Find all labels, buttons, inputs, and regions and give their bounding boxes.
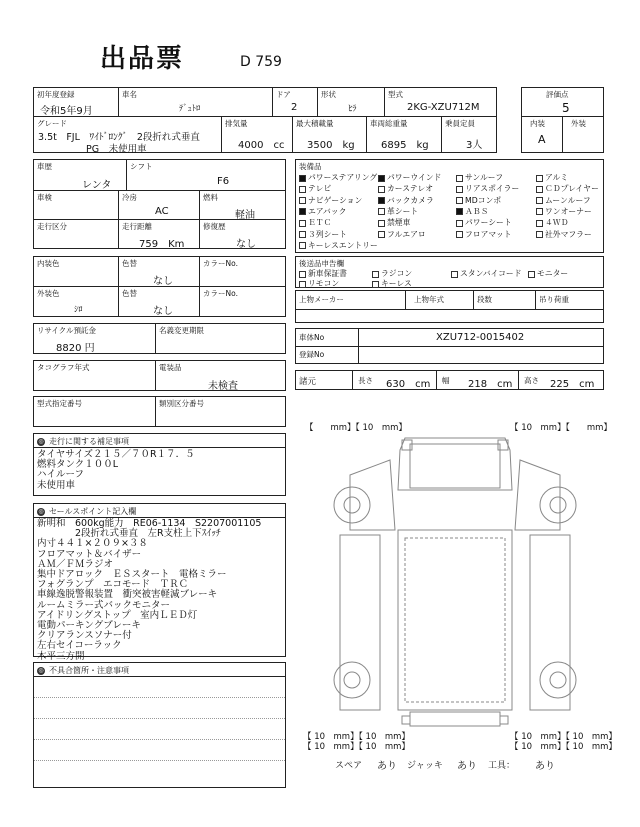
fuel-cell: 燃料 軽油 <box>199 190 286 220</box>
body-year-cell: 上物年式 <box>405 290 474 310</box>
tread-rear-left-1: 【 10 mm】【 10 mm】 <box>303 732 410 742</box>
sales-points-box: ◎ セールスポイント記入欄 新明和 600kg能力 RE06-1134 S2207001105 2段折れ式垂直 左R支柱上下ｽｲｯﾁ 内寸４４１×２０９×３８ フロアマット＆バイザー ＡＭ／ＦＭラジオ 集中ドアロック ＥＳスタート 電格ミラー フォグランプ エコモード ＴＲＣ 車線逸脱警報装置 衝突被害軽減ブレーキ ルームミラー式バックモニター アイドリングストップ 室内ＬＥＤ灯 電動パーキングブレーキ クリアランスソナー付 左右セイコーラック 木平三方開 <box>33 503 286 657</box>
unchecked-box-icon <box>378 231 385 238</box>
shape-cell: 形状 ﾋﾗ <box>317 87 385 117</box>
note-line: フロアマット＆バイザー <box>37 548 142 560</box>
driving-section-cell: 走行区分 <box>33 219 119 249</box>
repair-history: なし <box>236 239 256 250</box>
chassis-number: XZU712-0015402 <box>436 332 525 343</box>
unchecked-box-icon <box>299 242 306 249</box>
note-line: ＡＭ／ＦＭラジオ <box>37 558 114 570</box>
cargo-bed-top <box>398 530 512 710</box>
max-load-cell: 最大積載量 3500 kg <box>292 116 367 153</box>
displacement-cell: 排気量 4000 cc <box>221 116 293 153</box>
ac-cell: 冷房 AC <box>118 190 200 220</box>
steps-cell: 段数 <box>473 290 536 310</box>
equipment-item: ＡＢＳ <box>456 206 488 217</box>
equipment-item: フルエアロ <box>378 229 426 240</box>
cab-right-side <box>515 460 560 530</box>
unchecked-box-icon <box>378 186 385 193</box>
fuel: 軽油 <box>235 210 255 221</box>
tread-front-right: 【 10 mm】【 mm】 <box>510 423 612 433</box>
equipment-item: 革シート <box>378 206 418 217</box>
equipment-item: リアスポイラー <box>456 183 519 194</box>
recycle-fee-cell: リサイクル預託金 8820 円 <box>33 323 156 354</box>
unchecked-box-icon <box>536 186 543 193</box>
color-change-1-cell: 色替 なし <box>118 256 200 287</box>
unchecked-box-icon <box>456 231 463 238</box>
equipment-item: パワーステアリング <box>299 172 377 183</box>
wheel-rear-right <box>540 662 576 698</box>
capacity: 3人 <box>466 140 483 151</box>
door-cell: ドア 2 <box>272 87 318 117</box>
equipment-item: 社外マフラー <box>536 229 592 240</box>
wheel-rear-left <box>334 662 370 698</box>
equipment-item: ムーンルーフ <box>536 195 591 206</box>
equipment-box: 装備品 パワーステアリング パワーウインド サンルーフ アルミ テレビ カーステレオ リアスポイラー ＣＤプレイヤー ナビゲーション バックカメラ MDコンポ ムーンルーフ エアバック 革シート ＡＢＳ ワンオーナー ＥＴＣ 禁煙車 パワーシート ４ＷＤ ３列シート フルエアロ フロアマット 社外マフラー キーレスエントリー <box>295 159 604 253</box>
vehicle-diagram <box>310 430 600 730</box>
note-line: フォグランプ エコモード ＴＲＣ <box>37 579 189 591</box>
jack-value: あり <box>457 761 477 772</box>
unchecked-box-icon <box>456 175 463 182</box>
recycle-fee: 8820 円 <box>56 343 95 354</box>
tread-rear-left-2: 【 10 mm】【 10 mm】 <box>303 742 410 752</box>
note-line: クリアランスソナー付 <box>37 630 132 642</box>
color-no-1-cell: カラーNo. <box>199 256 286 287</box>
body-spec-blank <box>295 309 604 323</box>
hang-load-cell: 吊り荷重 <box>535 290 604 310</box>
spare-value: あり <box>377 761 397 772</box>
wheel-front-right <box>540 487 576 523</box>
inspection-cell: 車検 <box>33 190 119 220</box>
first-registration-cell: 初年度登録 令和5年9月 <box>33 87 119 117</box>
unchecked-box-icon <box>456 197 463 204</box>
category-no-cell: 類別区分番号 <box>155 396 286 427</box>
displacement: 4000 cc <box>238 140 285 151</box>
unchecked-box-icon <box>299 220 306 227</box>
equipment-item: パワーウインド <box>378 172 441 183</box>
car-name-cell: 車名 ﾃﾞｭﾄﾛ <box>118 87 273 117</box>
note-line: 2段折れ式垂直 左R支柱上下ｽｲｯﾁ <box>37 528 221 540</box>
repair-history-cell: 修復歴 なし <box>199 219 286 249</box>
note-line: タイヤサイズ２１５／７０R１７．５ <box>37 449 195 460</box>
unchecked-box-icon <box>299 231 306 238</box>
equipment-item: サンルーフ <box>456 172 503 183</box>
interior-grade-cell: 内装 A <box>521 116 563 153</box>
color-no-2-cell: カラーNo. <box>199 286 286 317</box>
unchecked-box-icon <box>378 220 385 227</box>
equipment-item: アルミ <box>536 172 568 183</box>
model-designation-cell: 型式指定番号 <box>33 396 156 427</box>
history-cell: 車歴 レンタ <box>33 159 127 191</box>
mileage-cell: 走行距離 759 Km <box>118 219 200 249</box>
accessory-item: キーレス <box>372 278 412 289</box>
first-registration: 令和5年9月 <box>40 106 93 117</box>
note-line: 内寸４４１×２０９×３８ <box>37 538 148 550</box>
note-line: ハイルーフ <box>37 469 85 481</box>
equipment-item: ワンオーナー <box>536 206 592 217</box>
exterior-color-cell: 外装色 ｼﾛ <box>33 286 119 317</box>
bed-left-side <box>340 535 380 710</box>
unchecked-box-icon <box>536 220 543 227</box>
exterior-grade-cell: 外装 <box>562 116 604 153</box>
checked-box-icon <box>378 197 385 204</box>
accessory-item: モニター <box>528 268 568 279</box>
jack-label: ジャッキ <box>407 761 443 771</box>
tread-rear-right-2: 【 10 mm】【 10 mm】 <box>510 742 617 752</box>
air-conditioning: AC <box>155 206 169 217</box>
gross-weight-cell: 車両総重量 6895 kg <box>366 116 442 153</box>
tools-value: あり <box>535 761 555 772</box>
unchecked-box-icon <box>456 186 463 193</box>
bullet-icon: ◎ <box>38 666 44 674</box>
note-line: 車線逸脱警報装置 衝突被害軽減ブレーキ <box>37 589 218 601</box>
rear-bumper <box>410 712 500 726</box>
interior-color-cell: 内装色 <box>33 256 119 287</box>
unchecked-box-icon <box>299 281 306 288</box>
equipment-item: フロアマット <box>456 229 511 240</box>
equipment-item: ナビゲーション <box>299 195 362 206</box>
checked-box-icon <box>456 208 463 215</box>
score: 5 <box>562 101 570 115</box>
wheel-front-left <box>334 487 370 523</box>
equipment-item: MDコンポ <box>456 195 501 206</box>
accessory-item: スタンバイコード <box>451 268 522 279</box>
equipment-item: ４ＷＤ <box>536 217 568 228</box>
equipment-item: 禁煙車 <box>378 217 410 228</box>
unchecked-box-icon <box>528 271 535 278</box>
page-title: 出品票 <box>100 44 185 74</box>
model-type: 2KG-XZU712M <box>407 102 480 113</box>
unchecked-box-icon <box>372 271 379 278</box>
unchecked-box-icon <box>536 175 543 182</box>
electrical-status: 未検査 <box>208 381 238 392</box>
shift: F6 <box>217 176 230 187</box>
accessory-item: 新車保証書 <box>299 268 347 279</box>
dimensions-box: 諸元 長さ 630 cm 幅 218 cm 高さ 225 cm <box>295 370 604 390</box>
unchecked-box-icon <box>456 220 463 227</box>
bullet-icon: ◎ <box>38 507 44 515</box>
color-change-2: なし <box>153 306 173 317</box>
shift-cell: シフト F6 <box>126 159 286 191</box>
checked-box-icon <box>378 175 385 182</box>
unchecked-box-icon <box>536 208 543 215</box>
interior-grade: A <box>538 133 546 146</box>
driving-notes <box>37 450 195 491</box>
unchecked-box-icon <box>451 271 458 278</box>
note-line: 新明和 600kg能力 RE06-1134 S2207001105 <box>37 518 262 529</box>
accessory-item: リモコン <box>299 278 339 289</box>
unchecked-box-icon <box>299 271 306 278</box>
unchecked-box-icon <box>299 197 306 204</box>
model-type-cell: 型式 2KG-XZU712M <box>384 87 497 117</box>
accessories-box: 後送品申告欄 新車保証書 ラジコン スタンバイコード モニター リモコン キーレス <box>295 256 604 288</box>
electrical-cell: 電装品 未検査 <box>155 360 286 391</box>
grade-cell: グレード 3.5t FJL ﾜｲﾄﾞﾛﾝｸﾞ 2段折れ式垂直 PG 未使用車 <box>33 116 222 153</box>
equipment-item: パワーシート <box>456 217 512 228</box>
cab-top-outline <box>398 438 512 490</box>
checked-box-icon <box>299 208 306 215</box>
equipment-item: ＣＤプレイヤー <box>536 183 599 194</box>
body-shape: ﾋﾗ <box>348 104 357 114</box>
note-line: 未使用車 <box>37 479 76 491</box>
equipment-item: エアバック <box>299 206 346 217</box>
note-line: アイドリングストップ 室内ＬＥＤ灯 <box>37 609 198 621</box>
max-load: 3500 kg <box>307 140 355 151</box>
checked-box-icon <box>299 175 306 182</box>
lot-number: D 759 <box>240 54 282 70</box>
vehicle-history: レンタ <box>82 180 112 191</box>
unchecked-box-icon <box>378 208 385 215</box>
sales-points <box>37 519 261 662</box>
height: 225 cm <box>550 379 595 390</box>
equipment-item: テレビ <box>299 183 331 194</box>
body-maker-cell: 上物メーカー <box>295 290 406 310</box>
driving-notes-box: ◎ 走行に関する補足事項 タイヤサイズ２１５／７０R１７．５ 燃料タンク１００L ハイルーフ 未使用車 <box>33 433 286 496</box>
note-line: 木平三方開 <box>37 650 85 662</box>
note-line: 燃料タンク１００L <box>37 459 119 471</box>
score-cell: 評価点 5 <box>521 87 604 117</box>
door-count: 2 <box>291 102 298 113</box>
color-change-2-cell: 色替 なし <box>118 286 200 317</box>
unchecked-box-icon <box>536 197 543 204</box>
note-line: 左右セイコーラック <box>37 640 122 652</box>
length: 630 cm <box>386 379 431 390</box>
exterior-color: ｼﾛ <box>74 305 83 315</box>
bed-right-side <box>530 535 570 710</box>
unchecked-box-icon <box>536 231 543 238</box>
capacity-cell: 乗員定員 3人 <box>441 116 497 153</box>
note-line: 集中ドアロック ＥＳスタート 電格ミラー <box>37 569 227 581</box>
tread-rear-right-1: 【 10 mm】【 10 mm】 <box>510 732 617 742</box>
tachograph-cell: タコグラフ年式 <box>33 360 156 391</box>
color-change-1: なし <box>153 276 173 287</box>
unchecked-box-icon <box>372 281 379 288</box>
equipment-item: キーレスエントリー <box>299 240 378 251</box>
spare-label: スペア <box>335 761 363 771</box>
gross-weight: 6895 kg <box>381 140 429 151</box>
note-line: ルームミラー式バックモニター <box>37 599 171 611</box>
equipment-item: バックカメラ <box>378 195 434 206</box>
chassis-box: 車体No XZU712-0015402 登録No <box>295 328 604 364</box>
equipment-item: ３列シート <box>299 229 347 240</box>
name-change-cell: 名義変更期限 <box>155 323 286 354</box>
defects-box: ◎ 不具合箇所・注意事項 <box>33 662 286 788</box>
tools-label: 工具： <box>488 761 516 771</box>
equipment-item: ＥＴＣ <box>299 217 331 228</box>
windshield-outline <box>410 444 500 488</box>
tread-front-left: 【 mm】【 10 mm】 <box>305 423 407 433</box>
cab-left-side <box>350 460 395 530</box>
equipment-item: カーステレオ <box>378 183 433 194</box>
car-name: ﾃﾞｭﾄﾛ <box>179 104 201 114</box>
width: 218 cm <box>468 379 513 390</box>
note-line: 電動パーキングブレーキ <box>37 620 141 632</box>
accessory-item: ラジコン <box>372 268 412 279</box>
grade-line-1: 3.5t FJL ﾜｲﾄﾞﾛﾝｸﾞ 2段折れ式垂直 <box>38 132 200 143</box>
bullet-icon: ◎ <box>38 437 44 445</box>
grade-line-2: PG 未使用車 <box>86 144 147 155</box>
unchecked-box-icon <box>299 186 306 193</box>
mileage: 759 Km <box>139 239 185 250</box>
